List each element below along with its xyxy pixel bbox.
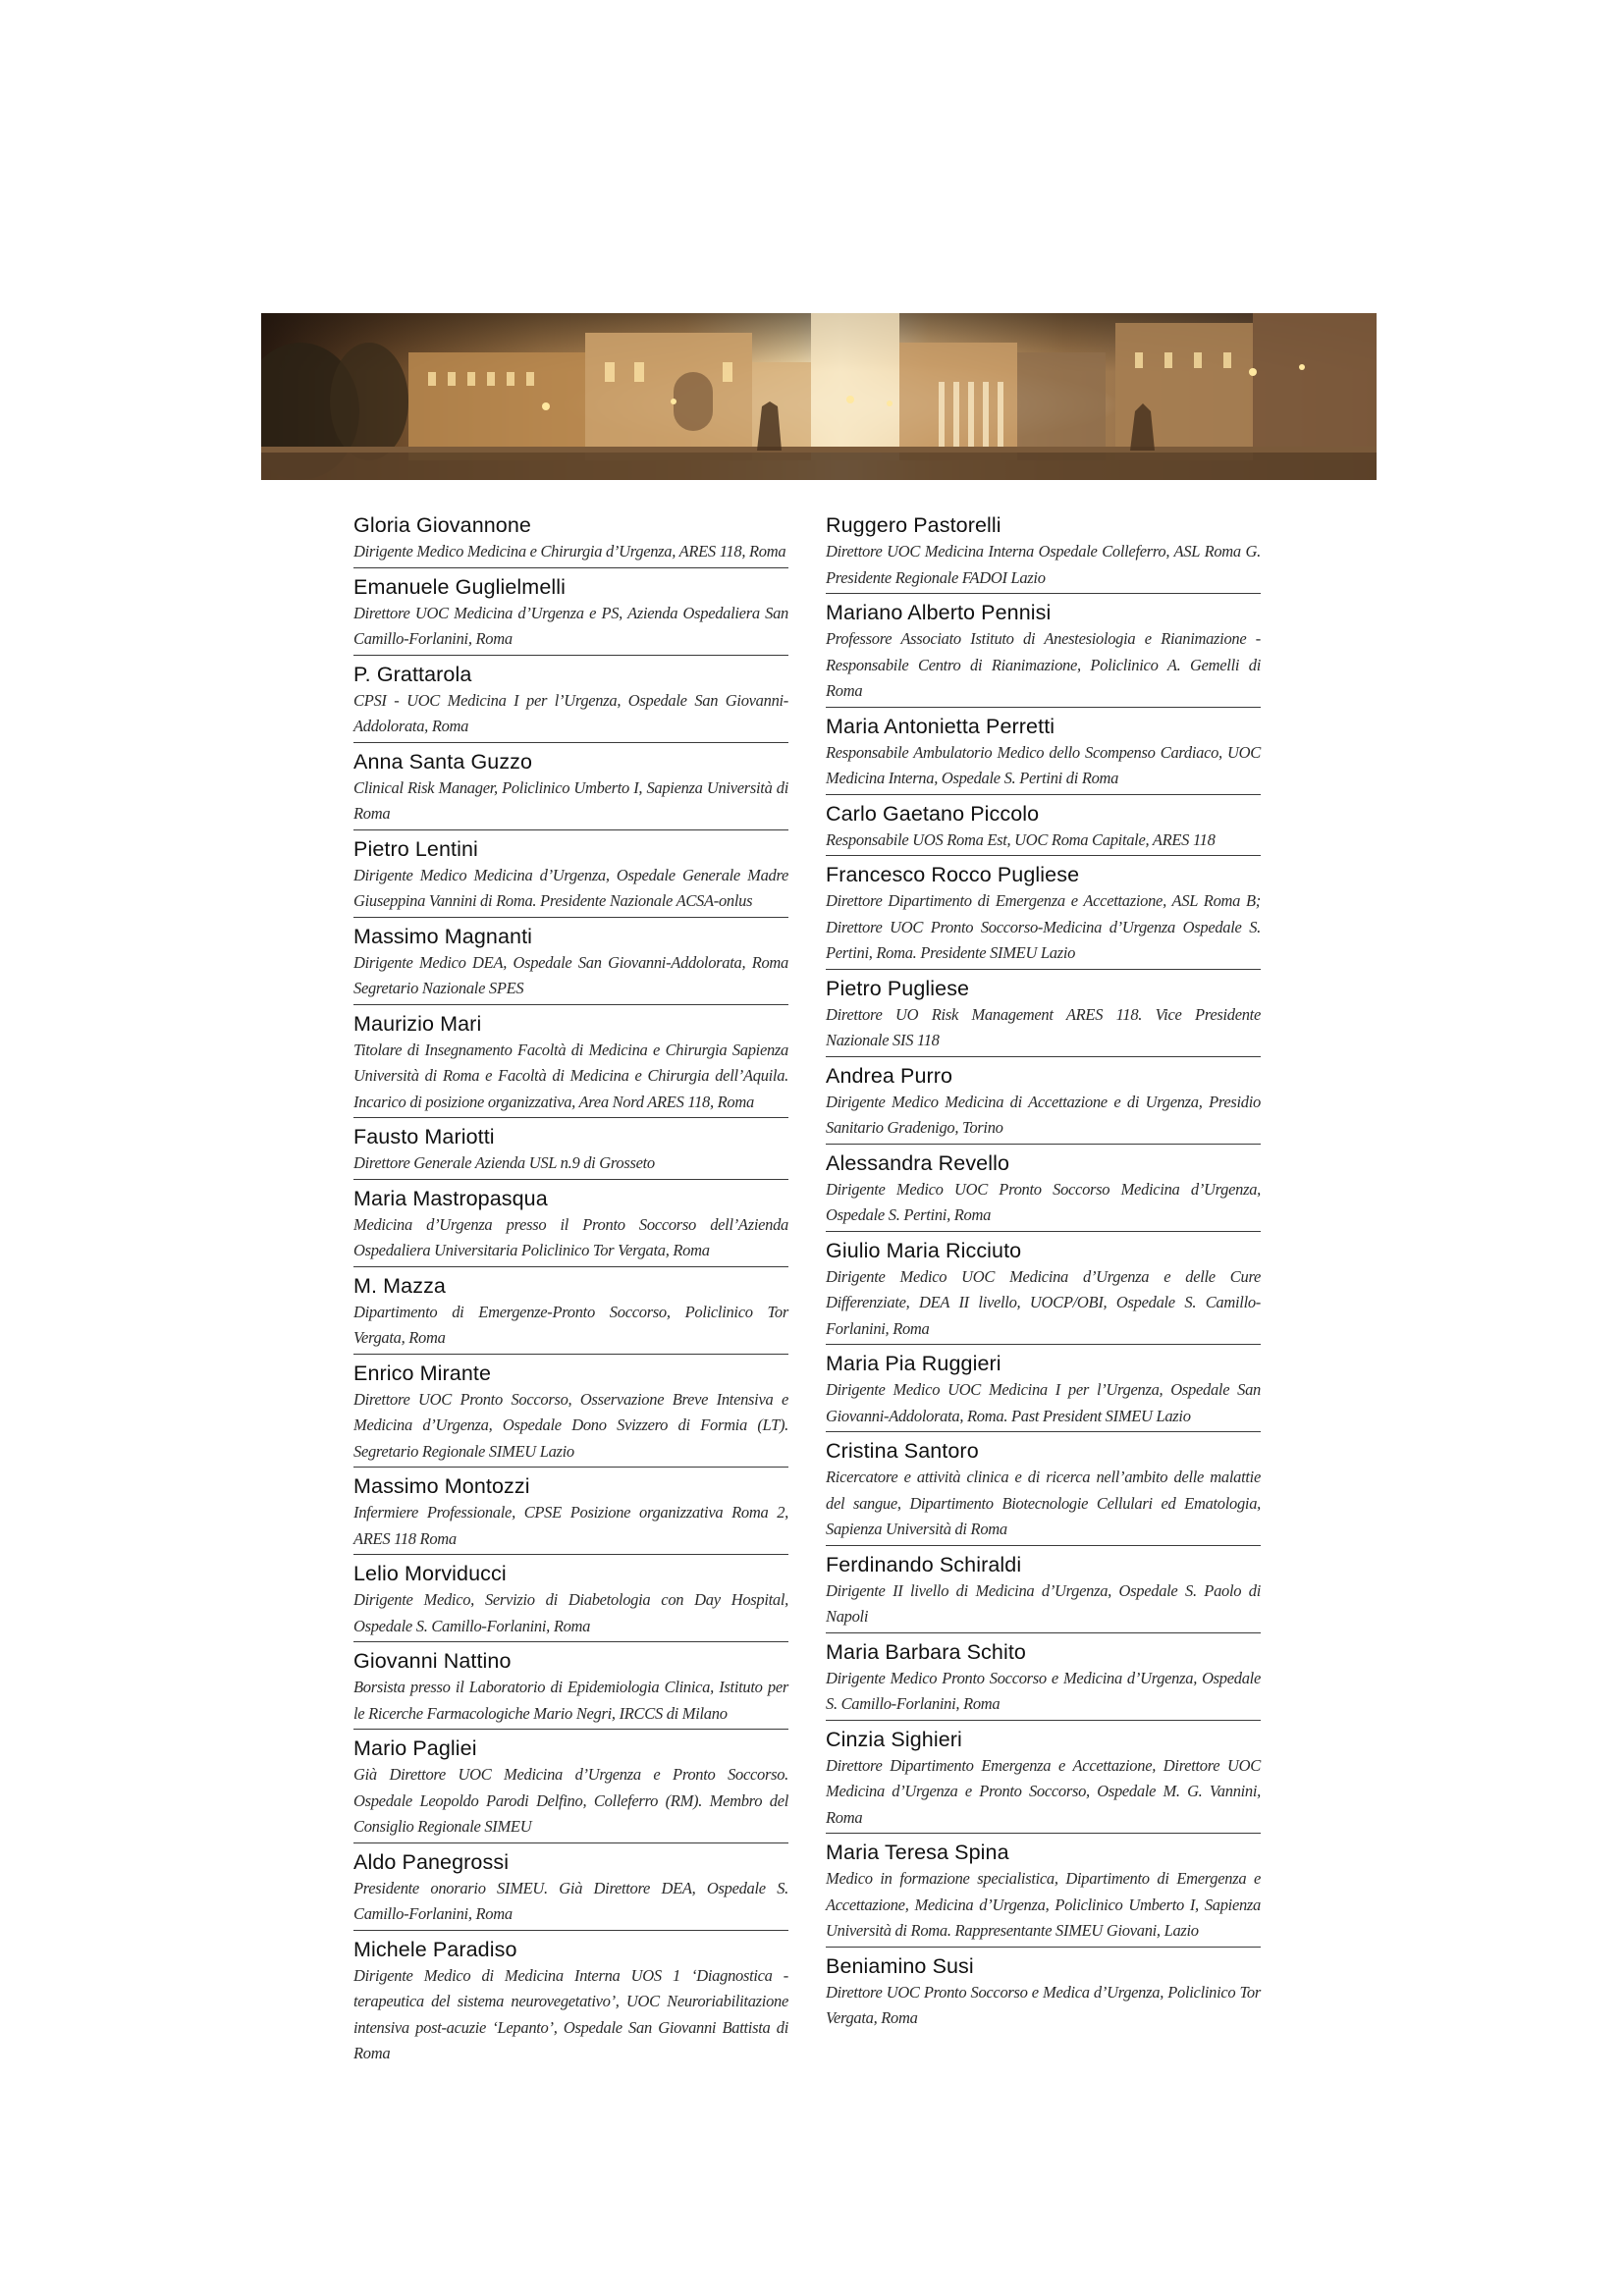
faculty-affiliation: Direttore UO Risk Management ARES 118. Vice Presidente Nazionale SIS 118: [826, 1004, 1261, 1049]
faculty-name: Beniamino Susi: [826, 1953, 974, 1978]
header-banner-photo: [261, 313, 1377, 480]
faculty-entry: [353, 1647, 788, 1730]
faculty-entry: [826, 975, 1261, 1057]
faculty-name: Massimo Magnanti: [353, 924, 533, 948]
faculty-name: Michele Paradiso: [353, 1937, 517, 1961]
left-column: [353, 511, 788, 2074]
faculty-affiliation: Responsabile UOS Roma Est, UOC Roma Capitale, ARES 118: [826, 829, 1216, 849]
faculty-affiliation: Direttore UOC Pronto Soccorso e Medica d’Urgenza, Policlinico Tor Vergata, Roma: [826, 1982, 1261, 2027]
faculty-entry: [353, 1560, 788, 1642]
faculty-name: Gloria Giovannone: [353, 513, 531, 537]
faculty-entry: [826, 1062, 1261, 1145]
faculty-name: Maria Barbara Schito: [826, 1639, 1026, 1664]
faculty-affiliation: Direttore Dipartimento di Emergenza e Accettazione, ASL Roma B; Direttore UOC Pronto Soccorso-Medicina d’Urgenza Ospedale S. Pertini, Roma. Presidente SIMEU Lazio: [826, 891, 1261, 962]
faculty-entry: [826, 1437, 1261, 1546]
faculty-name: Mariano Alberto Pennisi: [826, 601, 1052, 624]
faculty-affiliation: Direttore UOC Medicina Interna Ospedale Colleferro, ASL Roma G. Presidente Regionale FADOI Lazio: [826, 542, 1261, 587]
faculty-name: Maria Pia Ruggieri: [826, 1352, 1001, 1375]
faculty-name: Carlo Gaetano Piccolo: [826, 801, 1040, 826]
faculty-entry: [826, 861, 1261, 970]
faculty-name: Ruggero Pastorelli: [826, 513, 1001, 537]
faculty-affiliation: Direttore Generale Azienda USL n.9 di Grosseto: [353, 1153, 655, 1172]
faculty-affiliation: Medicina d’Urgenza presso il Pronto Soccorso dell’Azienda Ospedaliera Universitaria Policlinico Tor Vergata, Roma: [353, 1214, 788, 1259]
faculty-entry: [353, 573, 788, 656]
faculty-affiliation: Infermiere Professionale, CPSE Posizione organizzativa Roma 2, ARES 118 Roma: [353, 1503, 788, 1548]
faculty-affiliation: Dirigente Medico UOC Pronto Soccorso Medicina d’Urgenza, Ospedale S. Pertini, Roma: [826, 1179, 1261, 1224]
faculty-entry: [826, 1952, 1261, 2034]
faculty-entry: [826, 1638, 1261, 1721]
faculty-affiliation: Dirigente Medico Pronto Soccorso e Medicina d’Urgenza, Ospedale S. Camillo-Forlanini, Roma: [826, 1668, 1261, 1713]
faculty-entry: [353, 923, 788, 1005]
faculty-affiliation: Dirigente Medico, Servizio di Diabetologia con Day Hospital, Ospedale S. Camillo-Forlanini, Roma: [353, 1590, 788, 1635]
faculty-name: Maria Mastropasqua: [353, 1186, 548, 1210]
faculty-entry: [353, 1010, 788, 1119]
faculty-entry: [826, 1726, 1261, 1835]
faculty-name: Fausto Mariotti: [353, 1125, 495, 1148]
faculty-entry: [826, 599, 1261, 708]
faculty-name: Maria Antonietta Perretti: [826, 714, 1055, 738]
faculty-entry: [826, 1237, 1261, 1346]
faculty-name: Maurizio Mari: [353, 1011, 482, 1036]
faculty-name: Massimo Montozzi: [353, 1474, 530, 1498]
faculty-name: Ferdinando Schiraldi: [826, 1552, 1022, 1576]
faculty-entry: [353, 1936, 788, 2069]
faculty-entry: [826, 713, 1261, 795]
faculty-entry: [353, 1848, 788, 1931]
faculty-entry: [826, 511, 1261, 594]
faculty-affiliation: Ricercatore e attività clinica e di ricerca nell’ambito delle malattie del sangue, Dipartimento Biotecnologie Cellulari ed Ematologia, Sapienza Università di Roma: [826, 1468, 1261, 1538]
faculty-affiliation: Clinical Risk Manager, Policlinico Umberto I, Sapienza Università di Roma: [353, 777, 788, 823]
faculty-name: Pietro Pugliese: [826, 976, 970, 1000]
faculty-affiliation: Dirigente Medico UOC Medicina d’Urgenza e delle Cure Differenziate, DEA II livello, UOCP/OBI, Ospedale S. Camillo-Forlanini, Roma: [826, 1266, 1261, 1338]
faculty-entry: [353, 511, 788, 568]
faculty-entry: [353, 661, 788, 743]
faculty-entry: [826, 1149, 1261, 1232]
faculty-name: Aldo Panegrossi: [353, 1849, 510, 1874]
faculty-name: Giulio Maria Ricciuto: [826, 1238, 1022, 1262]
faculty-affiliation: Responsabile Ambulatorio Medico dello Scompenso Cardiaco, UOC Medicina Interna, Ospedale S. Pertini di Roma: [826, 742, 1261, 787]
faculty-affiliation: Dirigente Medico Medicina e Chirurgia d’Urgenza, ARES 118, Roma: [353, 542, 786, 561]
faculty-name: Pietro Lentini: [353, 836, 478, 861]
faculty-affiliation: Dirigente Medico Medicina d’Urgenza, Ospedale Generale Madre Giuseppina Vannini di Roma. Presidente Nazionale ACSA-onlus: [353, 865, 788, 910]
faculty-affiliation: Dirigente Medico UOC Medicina I per l’Urgenza, Ospedale San Giovanni-Addolorata, Roma. Past President SIMEU Lazio: [826, 1380, 1261, 1425]
faculty-entry: [826, 1839, 1261, 1948]
faculty-name: Mario Pagliei: [353, 1736, 477, 1760]
faculty-entry: [353, 748, 788, 830]
faculty-affiliation: Già Direttore UOC Medicina d’Urgenza e Pronto Soccorso. Ospedale Leopoldo Parodi Delfino, Colleferro (RM). Membro del Consiglio Regionale SIMEU: [353, 1765, 788, 1836]
faculty-affiliation: Direttore UOC Pronto Soccorso, Osservazione Breve Intensiva e Medicina d’Urgenza, Ospedale Dono Svizzero di Formia (LT). Segretario Regionale SIMEU Lazio: [353, 1389, 788, 1461]
faculty-entry: [353, 1360, 788, 1468]
rome-night-skyline-image: [261, 313, 1377, 480]
faculty-entry: [353, 1185, 788, 1267]
faculty-entry: [353, 1123, 788, 1180]
faculty-name: P. Grattarola: [353, 662, 472, 686]
faculty-affiliation: Presidente onorario SIMEU. Già Direttore DEA, Ospedale S. Camillo-Forlanini, Roma: [353, 1878, 788, 1923]
faculty-affiliation: Borsista presso il Laboratorio di Epidemiologia Clinica, Istituto per le Ricerche Farmacologiche Mario Negri, IRCCS di Milano: [353, 1678, 788, 1723]
faculty-name: Enrico Mirante: [353, 1361, 492, 1385]
faculty-name: M. Mazza: [353, 1273, 446, 1298]
faculty-affiliation: Dipartimento di Emergenze-Pronto Soccorso, Policlinico Tor Vergata, Roma: [353, 1302, 788, 1347]
faculty-name: Andrea Purro: [826, 1063, 953, 1088]
faculty-affiliation: Dirigente Medico di Medicina Interna UOS 1 ‘Diagnostica - terapeutica del sistema neurovegetativo’, UOC Neuroriabilitazione intensiva post-acuzie ‘Lepanto’, Ospedale San Giovanni Battista di Roma: [353, 1965, 788, 2062]
faculty-affiliation: Direttore Dipartimento Emergenza e Accettazione, Direttore UOC Medicina d’Urgenza e Pronto Soccorso, Ospedale M. G. Vannini, Roma: [826, 1755, 1261, 1827]
faculty-name: Francesco Rocco Pugliese: [826, 863, 1080, 886]
faculty-name: Anna Santa Guzzo: [353, 749, 533, 774]
faculty-affiliation: Dirigente II livello di Medicina d’Urgenza, Ospedale S. Paolo di Napoli: [826, 1580, 1261, 1626]
faculty-entry: [353, 1272, 788, 1355]
faculty-affiliation: Direttore UOC Medicina d’Urgenza e PS, Azienda Ospedaliera San Camillo-Forlanini, Roma: [353, 603, 788, 648]
right-column: [826, 511, 1261, 2039]
faculty-name: Giovanni Nattino: [353, 1649, 512, 1673]
faculty-affiliation: CPSI - UOC Medicina I per l’Urgenza, Ospedale San Giovanni-Addolorata, Roma: [353, 690, 788, 735]
faculty-entry: [826, 1551, 1261, 1633]
faculty-name: Emanuele Guglielmelli: [353, 574, 567, 599]
faculty-name: Cinzia Sighieri: [826, 1727, 962, 1751]
faculty-entry: [826, 800, 1261, 857]
faculty-name: Cristina Santoro: [826, 1439, 979, 1463]
faculty-affiliation: Medico in formazione specialistica, Dipartimento di Emergenza e Accettazione, Medicina d’Urgenza, Policlinico Umberto I, Sapienza Università di Roma. Rappresentante SIMEU Giovani, Lazio: [826, 1869, 1261, 1940]
faculty-name: Maria Teresa Spina: [826, 1841, 1009, 1864]
faculty-affiliation: Dirigente Medico DEA, Ospedale San Giovanni-Addolorata, Roma Segretario Nazionale SPES: [353, 952, 788, 997]
faculty-name: Lelio Morviducci: [353, 1562, 507, 1585]
faculty-entry: [826, 1350, 1261, 1432]
faculty-affiliation: Titolare di Insegnamento Facoltà di Medicina e Chirurgia Sapienza Università di Roma e Facoltà di Medicina e Chirurgia dell’Aquila. Incarico di posizione organizzativa, Area Nord ARES 118, Roma: [353, 1040, 788, 1111]
faculty-name: Alessandra Revello: [826, 1150, 1010, 1175]
faculty-entry: [353, 835, 788, 918]
faculty-entry: [353, 1472, 788, 1555]
faculty-affiliation: Dirigente Medico Medicina di Accettazione e di Urgenza, Presidio Sanitario Gradenigo, Torino: [826, 1092, 1261, 1137]
faculty-affiliation: Professore Associato Istituto di Anestesiologia e Rianimazione - Responsabile Centro di Rianimazione, Policlinico A. Gemelli di Roma: [826, 629, 1261, 700]
faculty-entry: [353, 1735, 788, 1843]
